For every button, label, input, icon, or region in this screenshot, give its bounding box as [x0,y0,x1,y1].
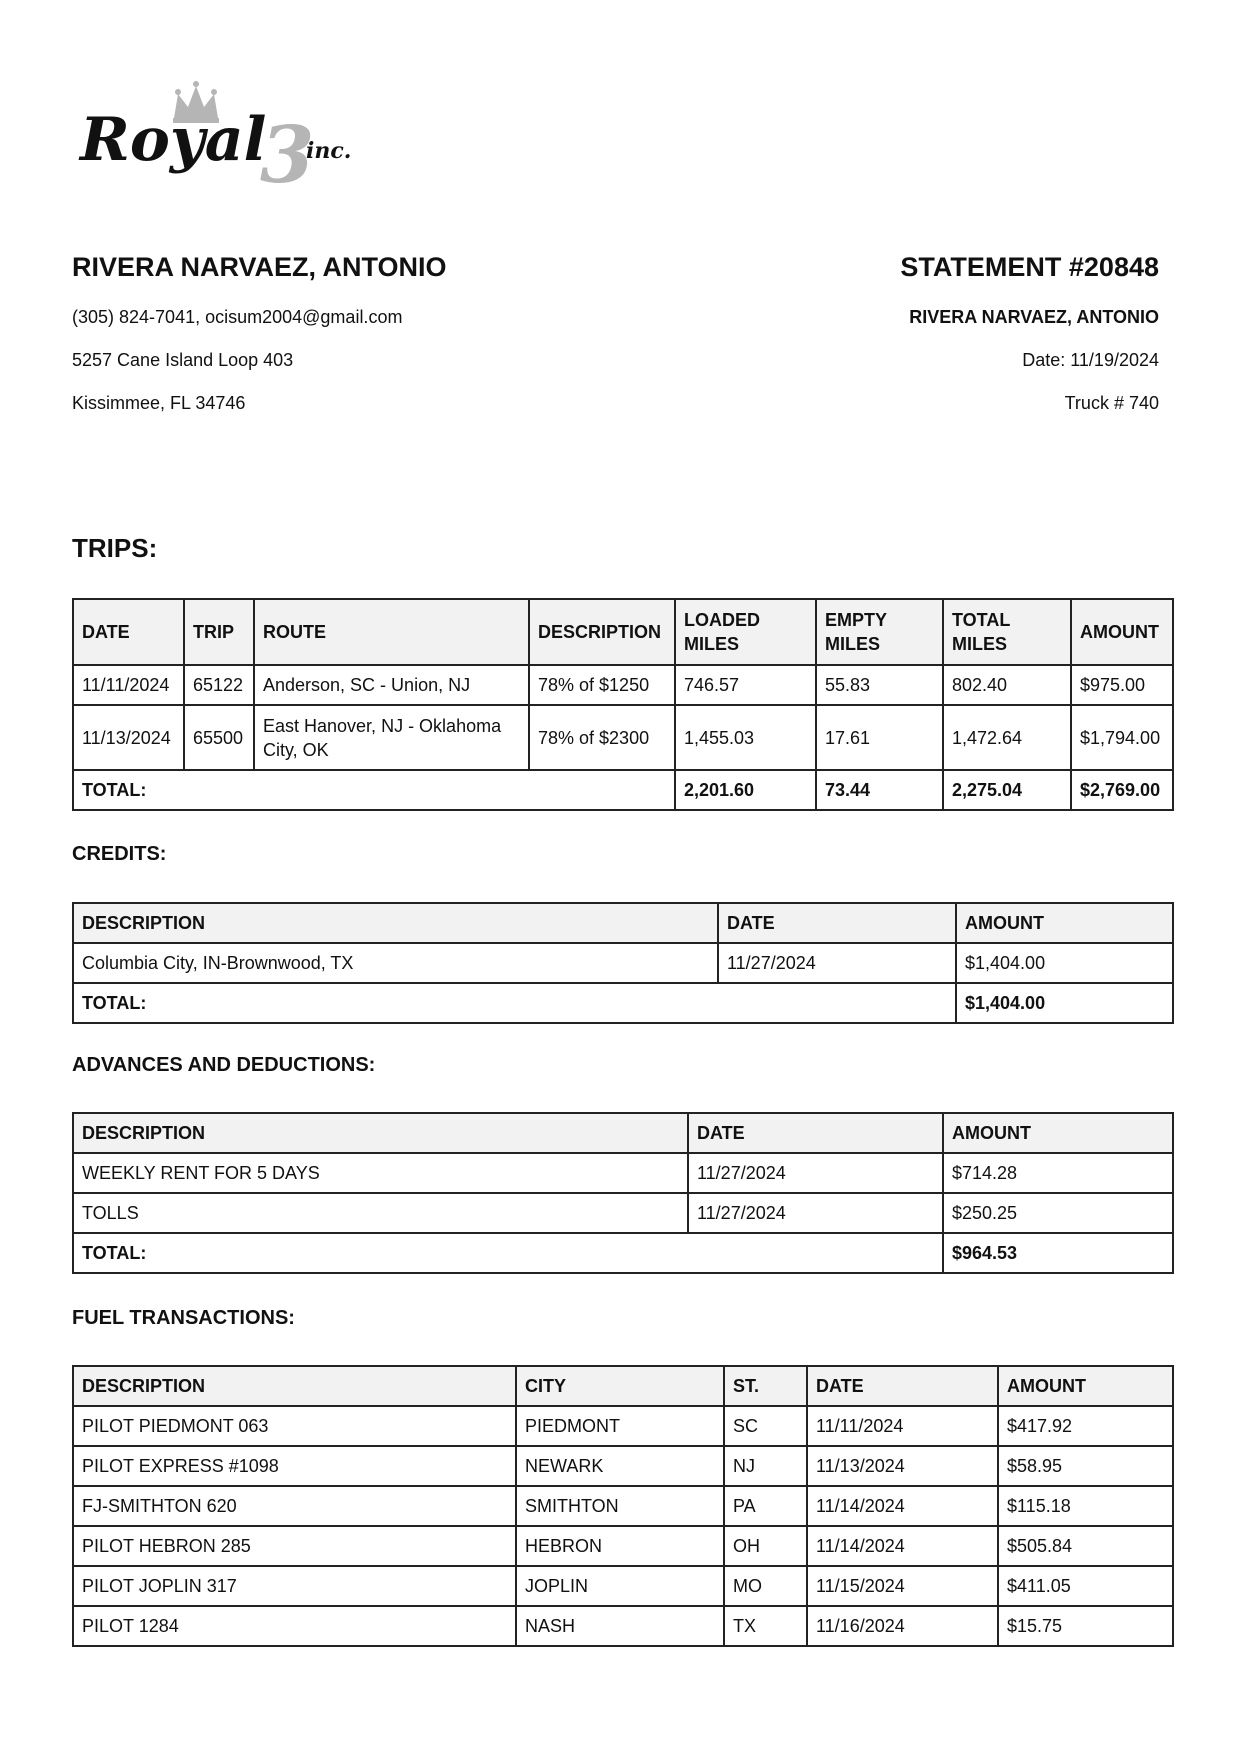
cell-amount: $1,794.00 [1071,705,1173,770]
cell-date: 11/11/2024 [73,665,184,705]
total-row [73,770,1173,810]
driver-contact: (305) 824-7041, ocisum2004@gmail.com [72,307,403,327]
cell-state: SC [724,1406,807,1446]
cell-description: PILOT JOPLIN 317 [73,1566,516,1606]
total-row [73,1233,1173,1273]
cell-description: PILOT HEBRON 285 [73,1526,516,1566]
cell-route: Anderson, SC - Union, NJ [254,665,529,705]
cell-description: TOLLS [73,1193,688,1233]
table-header-row [73,599,1173,665]
statement-date: Date: 11/19/2024 [1022,350,1159,370]
cell-city: JOPLIN [516,1566,724,1606]
cell-amount: $505.84 [998,1526,1173,1566]
logo-suffix: inc. [306,138,352,164]
total-amount: $964.53 [943,1233,1173,1273]
credits-title: CREDITS: [72,843,167,865]
cell-total-miles: 802.40 [943,665,1071,705]
driver-address-line2: Kissimmee, FL 34746 [72,393,246,413]
cell-date: 11/27/2024 [688,1153,943,1193]
trips-title: TRIPS: [72,533,158,563]
col-header-date: DATE [718,903,956,943]
table-row [73,1486,1173,1526]
deductions-table [72,1112,1174,1274]
cell-amount: $417.92 [998,1406,1173,1446]
cell-date: 11/16/2024 [807,1606,998,1646]
table-row [73,1526,1173,1566]
col-header-description: DESCRIPTION [73,1113,688,1153]
col-header-amount: AMOUNT [943,1113,1173,1153]
logo-numeral: 3 [260,110,315,190]
cell-empty-miles: 17.61 [816,705,943,770]
col-header-city: CITY [516,1366,724,1406]
cell-amount: $1,404.00 [956,943,1173,983]
driver-name: RIVERA NARVAEZ, ANTONIO [72,252,447,282]
cell-date: 11/14/2024 [807,1486,998,1526]
cell-description: PILOT PIEDMONT 063 [73,1406,516,1446]
fuel-table [72,1365,1174,1647]
cell-date: 11/15/2024 [807,1566,998,1606]
cell-amount: $15.75 [998,1606,1173,1646]
driver-info [72,250,447,413]
cell-total-miles: 1,472.64 [943,705,1071,770]
cell-state: MO [724,1566,807,1606]
company-logo [78,80,388,190]
col-header-date: DATE [688,1113,943,1153]
col-header-amount: AMOUNT [956,903,1173,943]
col-header-state: ST. [724,1366,807,1406]
total-row [73,983,1173,1023]
statement-info [900,250,1159,413]
table-row [73,1446,1173,1486]
cell-date: 11/27/2024 [718,943,956,983]
cell-amount: $115.18 [998,1486,1173,1526]
statement-driver-name: RIVERA NARVAEZ, ANTONIO [909,307,1159,327]
col-header-amount: AMOUNT [998,1366,1173,1406]
cell-city: NASH [516,1606,724,1646]
cell-amount: $250.25 [943,1193,1173,1233]
cell-state: NJ [724,1446,807,1486]
cell-amount: $58.95 [998,1446,1173,1486]
cell-state: TX [724,1606,807,1646]
col-header-total-miles: TOTAL MILES [943,599,1071,665]
driver-address-line1: 5257 Cane Island Loop 403 [72,350,294,370]
col-header-empty-miles: EMPTY MILES [816,599,943,665]
table-row [73,1606,1173,1646]
cell-city: PIEDMONT [516,1406,724,1446]
col-header-date: DATE [73,599,184,665]
cell-city: SMITHTON [516,1486,724,1526]
col-header-description: DESCRIPTION [529,599,675,665]
cell-amount: $975.00 [1071,665,1173,705]
table-row [73,705,1173,770]
total-miles: 2,275.04 [943,770,1071,810]
cell-state: PA [724,1486,807,1526]
col-header-loaded-miles: LOADED MILES [675,599,816,665]
cell-date: 11/27/2024 [688,1193,943,1233]
cell-amount: $714.28 [943,1153,1173,1193]
deductions-title: ADVANCES AND DEDUCTIONS: [72,1054,376,1076]
cell-date: 11/13/2024 [807,1446,998,1486]
table-row [73,1193,1173,1233]
cell-date: 11/13/2024 [73,705,184,770]
total-label: TOTAL: [73,983,956,1023]
cell-description: PILOT EXPRESS #1098 [73,1446,516,1486]
cell-description: 78% of $2300 [529,705,675,770]
cell-description: FJ-SMITHTON 620 [73,1486,516,1526]
cell-description: 78% of $1250 [529,665,675,705]
cell-description: Columbia City, IN-Brownwood, TX [73,943,718,983]
statement-truck: Truck # 740 [1064,393,1159,413]
cell-loaded-miles: 1,455.03 [675,705,816,770]
trips-table [72,598,1174,811]
col-header-date: DATE [807,1366,998,1406]
table-header-row [73,1113,1173,1153]
col-header-route: ROUTE [254,599,529,665]
cell-trip: 65500 [184,705,254,770]
cell-route: East Hanover, NJ - Oklahoma City, OK [254,705,529,770]
logo-word: Royal [80,105,267,175]
credits-table [72,902,1174,1024]
total-label: TOTAL: [73,770,675,810]
cell-loaded-miles: 746.57 [675,665,816,705]
table-header-row [73,1366,1173,1406]
table-header-row [73,903,1173,943]
total-empty-miles: 73.44 [816,770,943,810]
cell-description: WEEKLY RENT FOR 5 DAYS [73,1153,688,1193]
table-row [73,1153,1173,1193]
total-label: TOTAL: [73,1233,943,1273]
cell-description: PILOT 1284 [73,1606,516,1646]
total-amount: $2,769.00 [1071,770,1173,810]
col-header-amount: AMOUNT [1071,599,1173,665]
cell-state: OH [724,1526,807,1566]
cell-date: 11/11/2024 [807,1406,998,1446]
cell-empty-miles: 55.83 [816,665,943,705]
cell-date: 11/14/2024 [807,1526,998,1566]
statement-title: STATEMENT #20848 [900,252,1159,282]
col-header-trip: TRIP [184,599,254,665]
table-row [73,665,1173,705]
table-row [73,1406,1173,1446]
col-header-description: DESCRIPTION [73,903,718,943]
total-amount: $1,404.00 [956,983,1173,1023]
table-row [73,943,1173,983]
total-loaded-miles: 2,201.60 [675,770,816,810]
cell-amount: $411.05 [998,1566,1173,1606]
cell-trip: 65122 [184,665,254,705]
table-row [73,1566,1173,1606]
col-header-description: DESCRIPTION [73,1366,516,1406]
cell-city: HEBRON [516,1526,724,1566]
cell-city: NEWARK [516,1446,724,1486]
fuel-title: FUEL TRANSACTIONS: [72,1307,295,1329]
